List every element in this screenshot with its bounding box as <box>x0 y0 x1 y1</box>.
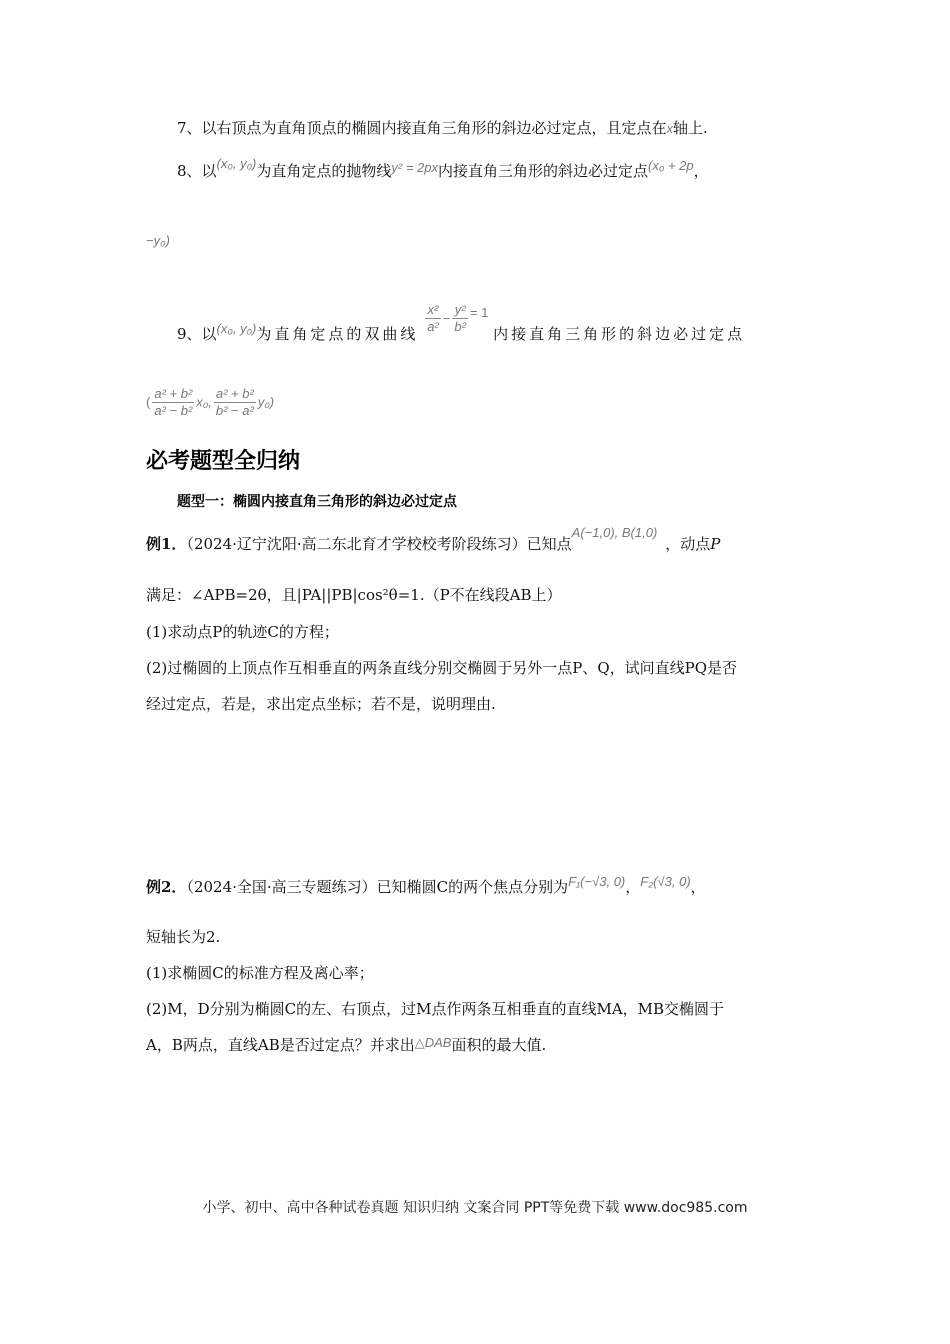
example-1-source: （2024·辽宁沈阳·高二东北育才学校校考阶段练习）已知点 <box>186 535 572 553</box>
example-1-points: A(−1,0), B(1,0) <box>571 525 658 540</box>
question-type-heading: 题型一：椭圆内接直角三角形的斜边必过定点 <box>177 494 457 510</box>
example-2-minor-axis: 短轴长为2. <box>146 928 221 946</box>
item-8-fixed-point-y: −y₀) <box>146 233 170 248</box>
item-9-frac-x-num: x² <box>425 302 441 319</box>
section-heading: 必考题型全归纳 <box>146 449 301 474</box>
example-2-source: （2024·全国·高三专题练习）已知椭圆C的两个焦点分别为 <box>186 878 569 896</box>
item-8-fixed-point-x: (x₀ + 2p <box>648 158 694 173</box>
page-footer: 小学、初中、高中各种试卷真题 知识归纳 文案合同 PPT等免费下载 www.doc985.com <box>202 1200 748 1216</box>
item-8-equation: y² = 2px <box>391 160 439 175</box>
item-9-answer-frac-1-num: a² + b² <box>154 386 193 401</box>
item-9-frac-x-den: a² <box>427 319 439 334</box>
item-9-text-a: 9、以 <box>177 324 217 343</box>
item-9-answer-frac-2-den: b² − a² <box>215 403 254 418</box>
item-9-answer-frac-2-num: a² + b² <box>215 386 254 401</box>
example-1-question-2b: 经过定点，若是，求出定点坐标；若不是，说明理由. <box>146 695 496 713</box>
example-1-condition: 满足：∠APB=2θ，且|PA||PB|cos²θ=1.（P不在线段AB上） <box>146 586 562 604</box>
item-9-answer-x: x₀, <box>196 394 212 410</box>
example-2-question-2b <box>146 1035 546 1056</box>
item-9-fraction-x <box>425 302 441 335</box>
item-8-point: (x₀, y₀) <box>216 156 257 171</box>
example-2-focus-2: F₂(√3, 0) <box>640 874 691 889</box>
item-8-text-a: 8、以 <box>177 162 217 180</box>
item-9-answer <box>146 386 274 430</box>
example-2-triangle: △DAB <box>414 1035 452 1050</box>
item-8-continued <box>146 230 170 251</box>
item-8-comma: ， <box>693 162 709 180</box>
example-2-line-1 <box>146 874 706 898</box>
item-7-text: 7、以右顶点为直角顶点的椭圆内接直角三角形的斜边必过定点，且定点在 <box>177 119 667 137</box>
item-9-answer-open: ( <box>146 394 151 410</box>
item-7 <box>177 118 708 139</box>
example-2-focus-1: F₁(−√3, 0) <box>568 874 626 889</box>
example-1-label: 例1． <box>146 535 187 553</box>
example-2-question-1: (1)求椭圆C的标准方程及离心率； <box>146 964 374 982</box>
item-9-point: (x₀, y₀) <box>216 320 257 336</box>
item-9-text-b: 为直角定点的双曲线 <box>256 324 419 343</box>
example-1-question-1: (1)求动点P的轨迹C的方程； <box>146 623 339 641</box>
example-2-question-2b-text: A，B两点，直线AB是否过定点？并求出 <box>146 1036 415 1054</box>
item-9-answer-frac-1-den: a² − b² <box>154 403 193 418</box>
example-1-question-2a: (2)过椭圆的上顶点作互相垂直的两条直线分别交椭圆于另外一点P、Q，试问直线PQ是否 <box>146 659 738 677</box>
item-9-fraction-y <box>452 302 468 335</box>
item-9-minus: − <box>442 310 451 326</box>
item-9-answer-frac-1 <box>152 386 194 419</box>
item-7-var: x <box>666 121 674 136</box>
example-2-label: 例2． <box>146 878 187 896</box>
item-8-text-c: 内接直角三角形的斜边必过定点 <box>438 162 649 180</box>
example-2-end: ， <box>690 878 706 896</box>
item-9-frac-y-num: y² <box>452 302 468 319</box>
item-9 <box>177 302 746 350</box>
example-1-tail: ，动点 <box>665 535 711 553</box>
example-1-point-p: P <box>710 535 721 553</box>
item-7-tail: 轴上. <box>673 119 708 137</box>
item-9-answer-y: y₀) <box>257 394 275 410</box>
example-2-question-2b-tail: 面积的最大值. <box>451 1036 547 1054</box>
item-8 <box>177 156 709 182</box>
item-9-frac-y-den: b² <box>454 319 466 334</box>
item-9-text-c: 内接直角三角形的斜边必过定点 <box>493 324 746 343</box>
item-8-text-b: 为直角定点的抛物线 <box>256 162 392 180</box>
example-1-line-1 <box>146 525 721 555</box>
item-9-equals-one: = 1 <box>469 304 489 320</box>
example-2-sep: ， <box>625 878 641 896</box>
item-9-answer-frac-2 <box>214 386 256 419</box>
example-2-question-2a: (2)M，D分别为椭圆C的左、右顶点，过M点作两条互相垂直的直线MA，MB交椭圆于 <box>146 1000 725 1018</box>
